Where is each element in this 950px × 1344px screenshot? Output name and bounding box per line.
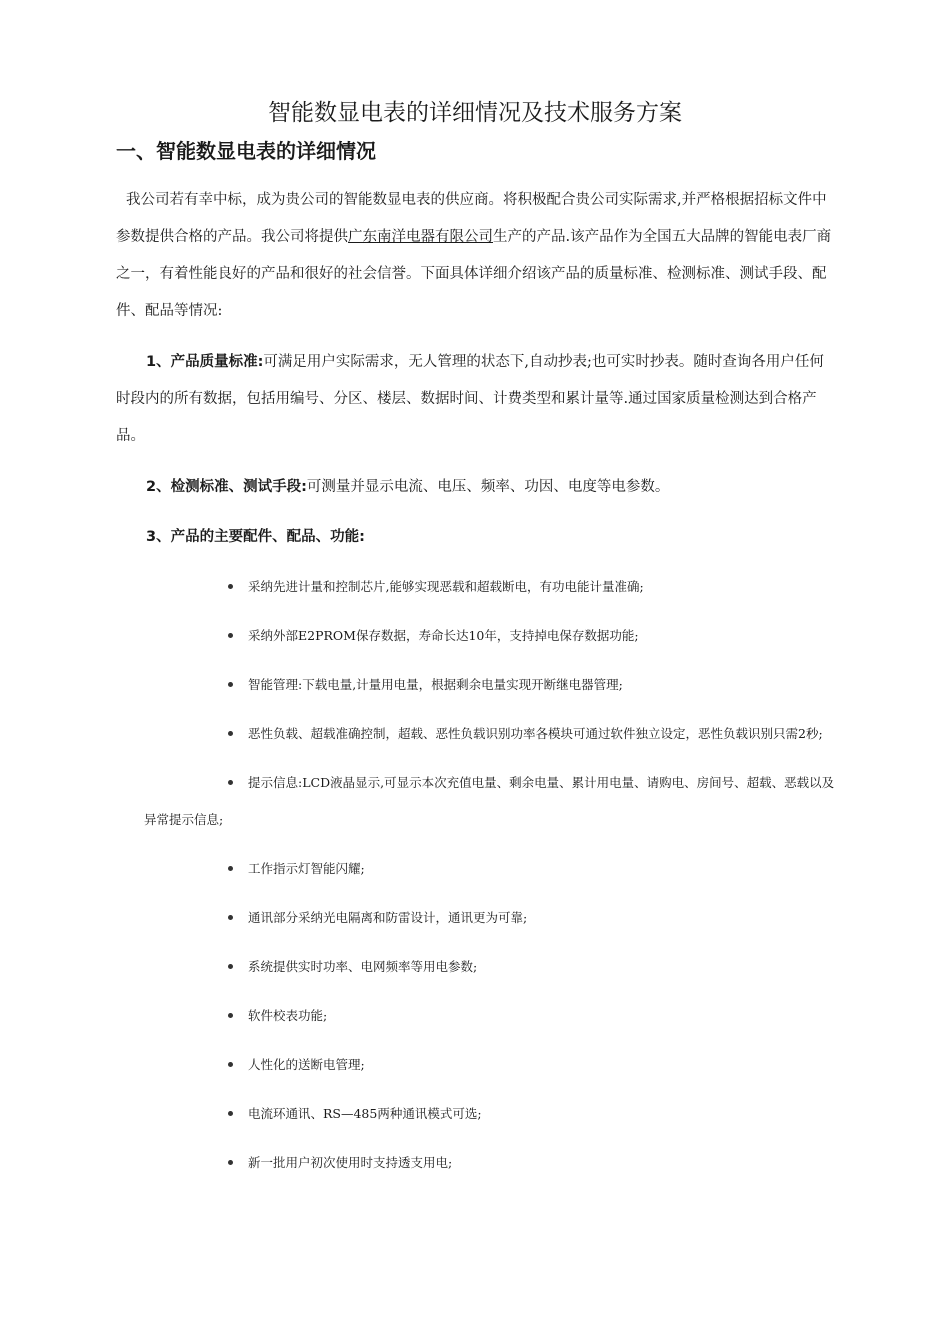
list-item [144, 1046, 838, 1083]
bullet-icon [228, 1013, 233, 1018]
feature-list [144, 568, 838, 1193]
test-standard-text: 可测量并显示电流、电压、频率、功因、电度等电参数。 [306, 479, 670, 495]
test-standard-paragraph [116, 469, 836, 506]
feature-text: 采纳外部E2PROM保存数据，寿命长达10年，支持掉电保存数据功能; [248, 628, 639, 643]
list-item [144, 899, 838, 936]
list-item [144, 666, 838, 703]
bullet-icon [228, 915, 233, 920]
bullet-icon [228, 866, 233, 871]
bullet-icon [228, 682, 233, 687]
list-item [144, 715, 838, 752]
bullet-icon [228, 633, 233, 638]
bullet-icon [228, 1111, 233, 1116]
document-title: 智能数显电表的详细情况及技术服务方案 [268, 100, 682, 126]
feature-text: 电流环通讯、RS—485两种通讯模式可选; [248, 1106, 482, 1121]
test-standard-label: 2、检测标准、测试手段: [146, 479, 307, 495]
list-item [144, 1144, 838, 1181]
accessories-heading-paragraph [116, 519, 836, 556]
list-item [144, 617, 838, 654]
list-item [144, 850, 838, 887]
feature-text: 新一批用户初次使用时支持透支用电; [248, 1155, 453, 1170]
feature-text: 人性化的送断电管理; [248, 1057, 365, 1072]
intro-paragraph [116, 182, 836, 330]
bullet-icon [228, 780, 233, 785]
feature-text: 提示信息:LCD液晶显示,可显示本次充值电量、剩余电量、累计用电量、请购电、房间号、超载、恶载以及异常提示信息; [144, 775, 835, 827]
bullet-icon [228, 1062, 233, 1067]
list-item [144, 997, 838, 1034]
bullet-icon [228, 584, 233, 589]
quality-standard-paragraph [116, 344, 836, 455]
list-item [144, 764, 838, 838]
feature-text: 采纳先进计量和控制芯片,能够实现恶载和超载断电，有功电能计量准确; [248, 579, 644, 594]
bullet-icon [228, 1160, 233, 1165]
list-item [144, 568, 838, 605]
section-heading: 一、智能数显电表的详细情况 [116, 139, 376, 163]
manufacturer-link[interactable]: 广东南洋电器有限公司 [348, 229, 493, 245]
list-item [144, 1095, 838, 1132]
feature-text: 软件校表功能; [248, 1008, 328, 1023]
intro-text-after: 生产的产品.该产品作为全国五大品牌的智能电表厂商之一，有着性能良好的产品和很好的社会信誉。下面具体详细介绍该产品的质量标准、检测标准、测试手段、配件、配品等情况: [116, 229, 832, 319]
feature-text: 通讯部分采纳光电隔离和防雷设计，通讯更为可靠; [248, 910, 528, 925]
list-item [144, 948, 838, 985]
quality-standard-text: 可满足用户实际需求，无人管理的状态下,自动抄表;也可实时抄表。随时查询各用户任何时段内的所有数据，包括用编号、分区、楼层、数据时间、计费类型和累计量等.通过国家质量检测达到合格产品。 [116, 354, 824, 444]
bullet-icon [228, 731, 233, 736]
accessories-label: 3、产品的主要配件、配品、功能: [146, 529, 365, 545]
feature-text: 恶性负载、超载准确控制，超载、恶性负载识别功率各模块可通过软件独立设定，恶性负载识别只需2秒; [248, 726, 823, 741]
feature-text: 智能管理:下载电量,计量用电量，根据剩余电量实现开断继电器管理; [248, 677, 623, 692]
bullet-icon [228, 964, 233, 969]
quality-standard-label: 1、产品质量标准: [146, 354, 264, 370]
feature-text: 系统提供实时功率、电网频率等用电参数; [248, 959, 478, 974]
feature-text: 工作指示灯智能闪耀; [248, 861, 365, 876]
intro-text-before: 我公司若有幸中标，成为贵公司的智能数显电表的供应商。将积极配合贵公司实际需求,并严格根据招标文件中参数提供合格的产品。我公司将提供 [116, 192, 827, 245]
